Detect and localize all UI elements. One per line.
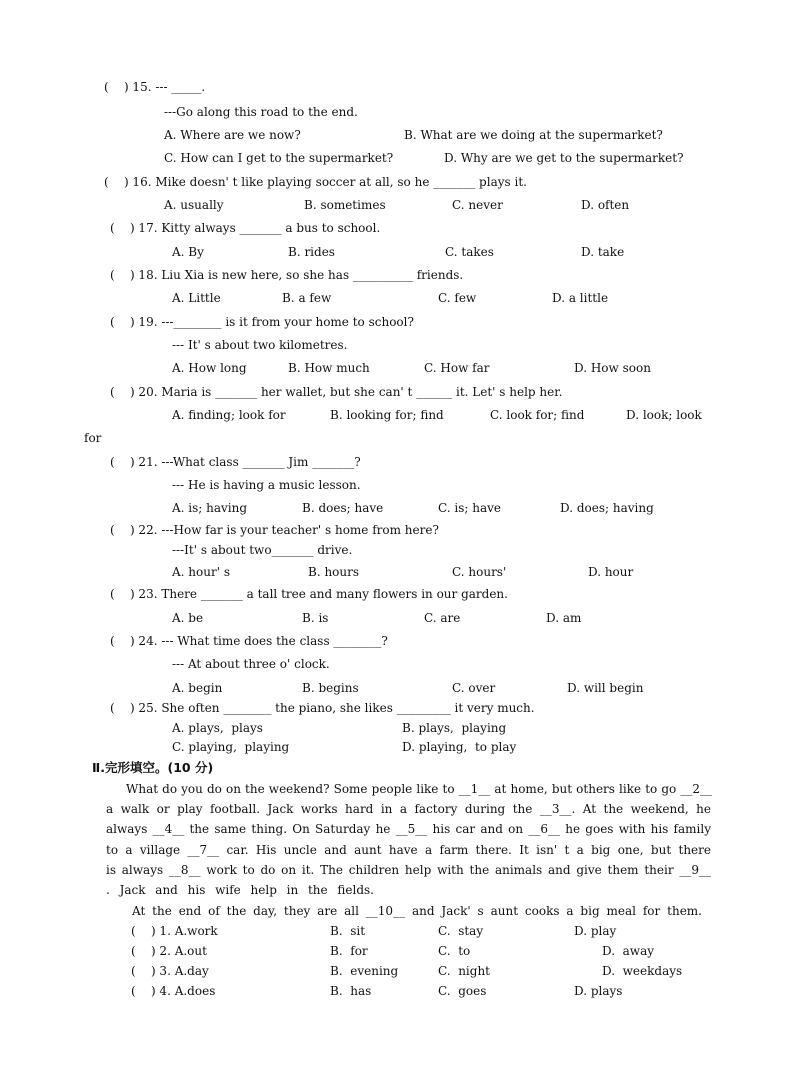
question-24-reply: --- At about three o' clock. — [172, 657, 330, 671]
question-20-option-d: D. look; look — [626, 408, 702, 422]
question-22-option-a: A. hour' s — [172, 565, 230, 579]
question-18-option-d: D. a little — [552, 291, 609, 305]
question-21-option-d: D. does; having — [560, 501, 654, 515]
question-23-option-d: D. am — [546, 611, 582, 625]
question-22-reply: ---It' s about two_______ drive. — [172, 543, 353, 557]
passage-line-4: to a village __7__ car. His uncle and aunt have a farm there. It isn' t a big one, but there — [106, 843, 711, 857]
question-25-stem: ( ) 25. She often ________ the piano, she likes _________ it very much. — [110, 701, 535, 715]
question-18-option-a: A. Little — [172, 291, 221, 305]
cloze-1-option-d: D. play — [574, 924, 617, 938]
question-17-option-a: A. By — [172, 245, 204, 259]
cloze-2-option-b: B. for — [330, 944, 368, 958]
question-15-option-d: D. Why are we get to the supermarket? — [444, 151, 684, 165]
question-23-option-a: A. be — [172, 611, 204, 625]
cloze-4-option-c: C. goes — [438, 984, 487, 998]
question-21-stem: ( ) 21. ---What class _______ Jim _______? — [110, 455, 361, 469]
cloze-2-stem: ( ) 2. A.out — [131, 944, 207, 958]
question-25-option-a: A. plays, plays — [172, 721, 263, 735]
question-15-option-c: C. How can I get to the supermarket? — [164, 151, 394, 165]
question-15-option-b: B. What are we doing at the supermarket? — [404, 128, 663, 142]
question-19-stem: ( ) 19. ---________ is it from your home to school? — [110, 315, 414, 329]
cloze-1-option-b: B. sit — [330, 924, 366, 938]
question-21-option-c: C. is; have — [438, 501, 501, 515]
question-19-option-b: B. How much — [288, 361, 370, 375]
cloze-4-stem: ( ) 4. A.does — [131, 984, 216, 998]
question-22-option-d: D. hour — [588, 565, 634, 579]
question-22-option-c: C. hours' — [452, 565, 507, 579]
cloze-3-option-c: C. night — [438, 964, 490, 978]
passage-line-3: always __4__ the same thing. On Saturday he __5__ his car and on __6__ he goes with his family — [106, 822, 711, 836]
section-2-heading: Ⅱ.完形填空。(10 分) — [92, 760, 214, 775]
passage-line-7: At the end of the day, they are all __10__ and Jack' s aunt cooks a big meal for them. — [132, 904, 702, 918]
question-23-stem: ( ) 23. There _______ a tall tree and many flowers in our garden. — [110, 587, 508, 601]
question-21-option-a: A. is; having — [172, 501, 248, 515]
question-15-stem: ( ) 15. --- _____. — [104, 80, 206, 94]
question-21-option-b: B. does; have — [302, 501, 384, 515]
question-23-option-b: B. is — [302, 611, 329, 625]
cloze-1-stem: ( ) 1. A.work — [131, 924, 218, 938]
question-24-option-a: A. begin — [172, 681, 223, 695]
question-20-option-c: C. look for; find — [490, 408, 585, 422]
question-18-option-b: B. a few — [282, 291, 332, 305]
question-25-option-c: C. playing, playing — [172, 740, 290, 754]
question-20-option-b: B. looking for; find — [330, 408, 444, 422]
question-17-option-c: C. takes — [445, 245, 494, 259]
question-15-reply: ---Go along this road to the end. — [164, 105, 358, 119]
question-24-stem: ( ) 24. --- What time does the class ________? — [110, 634, 388, 648]
question-19-reply: --- It' s about two kilometres. — [172, 338, 348, 352]
cloze-3-option-b: B. evening — [330, 964, 399, 978]
question-17-option-b: B. rides — [288, 245, 335, 259]
question-16-stem: ( ) 16. Mike doesn' t like playing soccer at all, so he _______ plays it. — [104, 175, 527, 189]
question-24-option-d: D. will begin — [567, 681, 644, 695]
cloze-3-option-d: D. weekdays — [602, 964, 683, 978]
question-23-option-c: C. are — [424, 611, 461, 625]
passage-line-2: a walk or play football. Jack works hard in a factory during the __3__. At the weekend, he — [106, 802, 711, 816]
question-17-stem: ( ) 17. Kitty always _______ a bus to school. — [110, 221, 381, 235]
question-21-reply: --- He is having a music lesson. — [172, 478, 361, 492]
cloze-4-option-b: B. has — [330, 984, 372, 998]
question-25-option-d: D. playing, to play — [402, 740, 517, 754]
question-16-option-a: A. usually — [164, 198, 224, 212]
question-24-option-b: B. begins — [302, 681, 359, 695]
question-20-option-d-wrap: for — [84, 431, 102, 445]
question-20-option-a: A. finding; look for — [172, 408, 286, 422]
question-22-stem: ( ) 22. ---How far is your teacher' s home from here? — [110, 523, 439, 537]
passage-line-1: What do you do on the weekend? Some people like to __1__ at home, but others like to go __2__ — [126, 782, 712, 796]
question-17-option-d: D. take — [581, 245, 625, 259]
question-20-stem: ( ) 20. Maria is _______ her wallet, but she can' t ______ it. Let' s help her. — [110, 385, 563, 399]
cloze-2-option-c: C. to — [438, 944, 471, 958]
question-15-option-a: A. Where are we now? — [164, 128, 301, 142]
question-25-option-b: B. plays, playing — [402, 721, 507, 735]
question-24-option-c: C. over — [452, 681, 496, 695]
question-16-option-d: D. often — [581, 198, 630, 212]
passage-line-6: . Jack and his wife help in the fields. — [106, 883, 374, 897]
cloze-4-option-d: D. plays — [574, 984, 623, 998]
cloze-3-stem: ( ) 3. A.day — [131, 964, 209, 978]
cloze-2-option-d: D. away — [602, 944, 654, 958]
cloze-1-option-c: C. stay — [438, 924, 484, 938]
question-19-option-a: A. How long — [172, 361, 247, 375]
question-16-option-b: B. sometimes — [304, 198, 386, 212]
question-16-option-c: C. never — [452, 198, 503, 212]
question-19-option-d: D. How soon — [574, 361, 651, 375]
question-22-option-b: B. hours — [308, 565, 360, 579]
question-18-option-c: C. few — [438, 291, 477, 305]
passage-line-5: is always __8__ work to do on it. The children help with the animals and give them their __9__ — [106, 863, 711, 877]
question-18-stem: ( ) 18. Liu Xia is new here, so she has __________ friends. — [110, 268, 464, 282]
question-19-option-c: C. How far — [424, 361, 490, 375]
